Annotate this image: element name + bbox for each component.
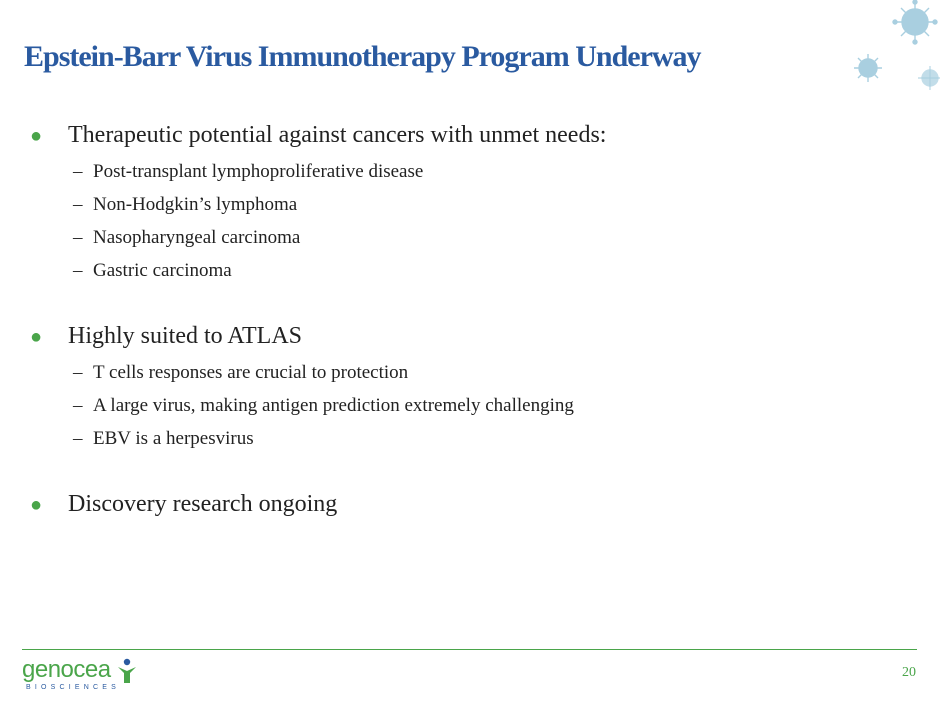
sub-bullet-text: T cells responses are crucial to protection <box>93 362 409 383</box>
page-number: 20 <box>902 665 916 680</box>
genocea-person-icon <box>117 658 137 684</box>
spacer <box>30 287 890 319</box>
sub-bullet-text: Non-Hodgkin’s lymphoma <box>93 194 298 215</box>
logo-subtext: BIOSCIENCES <box>26 684 121 691</box>
virus-decoration-icon <box>830 0 940 100</box>
dash-icon: – <box>73 362 83 383</box>
sub-bullet-item <box>73 389 890 422</box>
bullet-text: Discovery research ongoing <box>68 491 338 517</box>
bullet-dot-icon: ● <box>30 125 43 147</box>
sub-bullet-text: EBV is a herpesvirus <box>93 428 254 449</box>
footer-divider <box>22 649 917 650</box>
dash-icon: – <box>73 428 83 449</box>
sub-bullet-item <box>73 188 890 221</box>
dash-icon: – <box>73 227 83 248</box>
genocea-logo <box>22 656 152 698</box>
sub-bullet-list <box>30 155 890 287</box>
dash-icon: – <box>73 260 83 281</box>
sub-bullet-text: A large virus, making antigen prediction extremely challenging <box>93 395 574 416</box>
dash-icon: – <box>73 194 83 215</box>
bullet-dot-icon: ● <box>30 326 43 348</box>
slide-title: Epstein-Barr Virus Immunotherapy Program Underway <box>24 40 701 73</box>
sub-bullet-text: Post-transplant lymphoproliferative disease <box>93 161 424 182</box>
dash-icon: – <box>73 161 83 182</box>
bullet-therapeutic-potential <box>30 118 890 153</box>
sub-bullet-item <box>73 356 890 389</box>
sub-bullet-item <box>73 155 890 188</box>
sub-bullet-text: Nasopharyngeal carcinoma <box>93 227 301 248</box>
logo-wordmark: genocea <box>22 656 111 683</box>
sub-bullet-item <box>73 221 890 254</box>
bullet-dot-icon: ● <box>30 494 43 516</box>
sub-bullet-text: Gastric carcinoma <box>93 260 232 281</box>
bullet-text: Highly suited to ATLAS <box>68 323 303 349</box>
sub-bullet-item <box>73 422 890 455</box>
dash-icon: – <box>73 395 83 416</box>
bullet-text: Therapeutic potential against cancers with unmet needs: <box>68 122 607 148</box>
sub-bullet-list <box>30 356 890 455</box>
bullet-highly-suited <box>30 319 890 354</box>
bullet-discovery-research <box>30 487 890 522</box>
bullet-content <box>30 118 890 522</box>
sub-bullet-item <box>73 254 890 287</box>
spacer <box>30 455 890 487</box>
